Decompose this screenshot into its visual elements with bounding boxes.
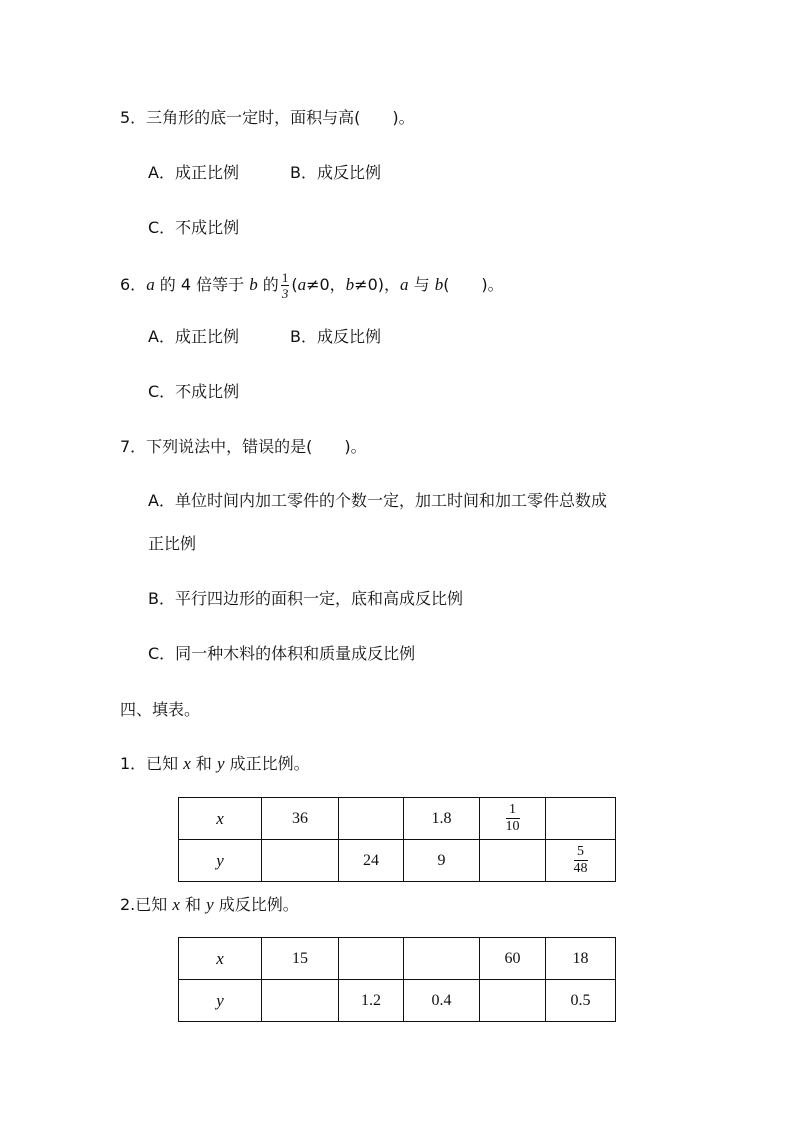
table-cell [480, 798, 546, 840]
question-7-option-b: B．平行四边形的面积一定，底和高成反比例 [148, 589, 463, 608]
table-row [179, 980, 616, 1022]
question-6-text: 与 [408, 275, 435, 294]
var-x: x [172, 895, 180, 914]
var-a: a [297, 275, 307, 294]
problem-1-instruction [120, 754, 310, 774]
fraction-numerator: 1 [506, 803, 520, 819]
problem-text: 成正比例。 [224, 754, 310, 773]
table-cell: 60 [480, 938, 546, 980]
fraction-numerator: 5 [574, 845, 588, 861]
table-cell: 1.2 [339, 980, 404, 1022]
question-6-text: ≠0， [306, 275, 346, 294]
question-6-text: ( )。 [443, 275, 504, 294]
table-cell [339, 938, 404, 980]
question-6-option-a: A．成正比例 [148, 327, 239, 346]
question-6-text: 的 4 倍等于 [154, 275, 250, 294]
problem-text: 和 [179, 895, 207, 914]
fraction-denominator: 3 [281, 286, 289, 301]
row-header-y: y [179, 840, 262, 882]
question-6-number: 6． [120, 275, 147, 294]
var-y: y [206, 895, 214, 914]
section-4-heading: 四、填表。 [120, 700, 201, 719]
table-cell [480, 840, 546, 882]
var-b: b [249, 275, 258, 294]
fraction-one-tenth [506, 803, 520, 834]
table-cell [262, 840, 339, 882]
question-6-option-b: B．成反比例 [290, 327, 381, 346]
table-row [179, 798, 616, 840]
table-row [179, 840, 616, 882]
table-row [179, 938, 616, 980]
table-direct-proportion [178, 797, 616, 882]
table-cell: 15 [262, 938, 339, 980]
problem-text: 2.已知 [120, 895, 173, 914]
var-x: x [183, 754, 191, 773]
fraction-denominator: 48 [573, 861, 588, 876]
question-7-option-a-line2: 正比例 [148, 534, 197, 553]
question-6-option-c: C．不成比例 [148, 382, 240, 401]
table-inverse-proportion [178, 937, 616, 1022]
table-cell [339, 798, 404, 840]
fraction-numerator: 1 [281, 270, 289, 285]
fraction-five-forty-eighths [574, 845, 588, 876]
var-a: a [146, 275, 155, 294]
table-cell: 0.5 [546, 980, 616, 1022]
table-cell: 0.4 [404, 980, 480, 1022]
row-header-y: y [179, 980, 262, 1022]
question-7-option-c: C．同一种木料的体积和质量成反比例 [148, 644, 416, 663]
table-cell [262, 980, 339, 1022]
problem-text: 1．已知 [120, 754, 184, 773]
question-6-text: 的 [257, 275, 279, 294]
fraction-denominator: 10 [505, 819, 520, 834]
question-5-option-c: C．不成比例 [148, 218, 240, 237]
fraction-one-third [281, 271, 290, 300]
question-7-option-a-line1: A．单位时间内加工零件的个数一定，加工时间和加工零件总数成 [148, 491, 607, 510]
problem-text: 成反比例。 [213, 895, 299, 914]
row-header-x: x [179, 938, 262, 980]
table-cell: 9 [404, 840, 480, 882]
var-b: b [345, 275, 355, 294]
question-5-option-b: B．成反比例 [290, 163, 381, 182]
var-y: y [217, 754, 225, 773]
problem-2-instruction [120, 895, 299, 915]
table-cell [546, 798, 616, 840]
question-6-text: ≠0)， [354, 275, 400, 294]
question-6-text: ( [291, 275, 298, 294]
question-7-stem: 7．下列说法中，错误的是( )。 [120, 437, 367, 456]
problem-text: 和 [190, 754, 218, 773]
table-cell: 36 [262, 798, 339, 840]
var-b: b [434, 275, 444, 294]
question-5-option-a: A．成正比例 [148, 163, 239, 182]
table-cell: 24 [339, 840, 404, 882]
question-6-stem [120, 271, 504, 300]
table-cell: 1.8 [404, 798, 480, 840]
table-cell [480, 980, 546, 1022]
table-cell [546, 840, 616, 882]
var-a: a [400, 275, 409, 294]
table-cell [404, 938, 480, 980]
row-header-x: x [179, 798, 262, 840]
question-5-stem: 5．三角形的底一定时，面积与高( )。 [120, 108, 415, 127]
table-cell: 18 [546, 938, 616, 980]
